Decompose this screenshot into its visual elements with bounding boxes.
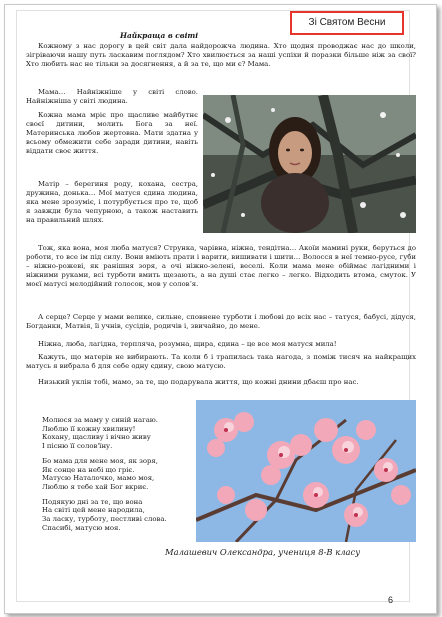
header-label: Зі Святом Весни [308, 17, 386, 28]
paragraph-full-2: А серце? Серце у мами велике, сильне, сповнене турботи і любові до всіх нас – татуся, бабусі, дідуся, Богданки, Матвія, їі учнів, сусідів, родичів і, звичайно, до мене. [26, 313, 416, 331]
poem-line: Подякую дні за те, що вона [42, 497, 143, 506]
poem [42, 416, 167, 538]
paragraph-left-2: Кожна мама мріє про щасливе майбутнє своєї дитини, молить Бога за неї. Материнська любов жертовна. Мати здатна у всьому обмежити себе заради дитини, навіть віддати своє життя. [26, 111, 198, 156]
poem-line: На світі цей мене народила, [42, 506, 145, 515]
paragraph-left-3: Матір – берегиня роду, кохана, сестра, дружина, донька… Мої матуся єдина людина, яка мене зрозуміє, і потурбується про те, щоб я завжди була чепурною, а також наставить на правильний шлях. [26, 180, 198, 225]
paragraph-intro: Кожному з нас дорогу в цей світ дала найдорожча людина. Хто щодня проводжає нас до школи, зігріваючи нашу путь ласкавим поглядом? Хто хвилюється за наші успіхи й поразки більше ніж за свої? Хто любить нас не тільки за досягнення, а й за те, що ми є? Мама. [26, 42, 416, 69]
poem-line: Кохану, щасливу і вічно живу [42, 433, 151, 442]
poem-line: Матусю Наталочко, мамо моя, [42, 474, 155, 483]
header-label-box [290, 11, 404, 35]
paragraph-full-1: Тож, яка вона, моя люба матуся? Струнка, чарівна, ніжна, тендітна… Акоїи мамині руки, беруться до роботи, то все ім під силу. Вони вміють прати і варити, вишивати і шити… Волосся в неї темно-русе, губи – ніжно-рожеві, як ранішня зоря, а очі ніжно-зелені, веселі. Коли мама мене обіймає лагідними і ніжними руками, всі турботи вмить щезають, а на душі стає легко – легко. Відходить втома, смуток. У моєї матусі мелодійний голосок, мов у соловʼя. [26, 244, 416, 289]
author-signature: Малашевич Олександра, учениця 8-В класу [165, 547, 361, 557]
poem-stanza-1 [42, 416, 167, 451]
poem-line: За ласку, турботу, пестливі слова. [42, 515, 167, 524]
poem-stanza-2 [42, 457, 167, 492]
poem-line: Люблю її кожну хвилину! [42, 424, 136, 433]
photo-cherry-blossom [196, 400, 416, 542]
paragraph-full-4: Кажуть, що матерів не вибирають. Та коли б і трапилась така нагода, з поміж тисяч на найкращих матусь я вибрала б для себе одну єдину, свою матусю. [26, 353, 416, 371]
poem-line: Спасибі, матусю моя. [42, 523, 121, 532]
article-title: Найкраща в світі [120, 31, 199, 40]
paragraph-full-3: Ніжна, люба, лагідна, терпляча, розумна, щира, єдина – це все моя матуся мила! [38, 340, 337, 348]
poem-line: Молюся за маму у синій нагаю. [42, 416, 158, 424]
poem-line: І пісню її солов'їну. [42, 442, 113, 451]
paragraph-left-1: Мама… Найніжніше у світі слово. Найніжніша у світі людина. [26, 88, 198, 106]
photo-girl-in-tree [203, 95, 416, 233]
paragraph-full-5: Низький уклін тобі, мамо, за те, що подарувала життя, що кожні днини дбаєш про нас. [38, 378, 359, 386]
poem-stanza-3 [42, 498, 167, 533]
page-number: 6 [388, 595, 394, 605]
poem-line: Бо мама для мене моя, як зоря, [42, 456, 158, 465]
poem-line: Як сонце на небі що гріє. [42, 465, 135, 474]
poem-line: Люблю я тебе хай Бог вкриє. [42, 482, 149, 491]
